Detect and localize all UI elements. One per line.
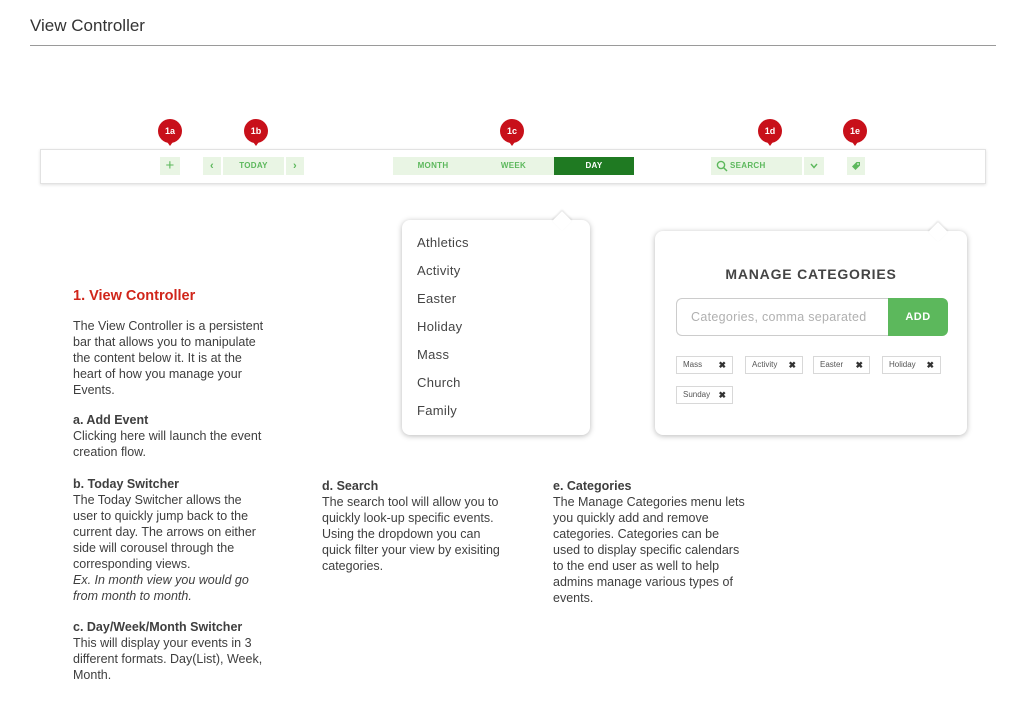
dropdown-item[interactable]: Family: [417, 403, 458, 418]
search-icon: [716, 160, 728, 172]
remove-tag-icon[interactable]: ✖: [788, 360, 796, 370]
today-switcher: [203, 157, 304, 175]
marker-1d: 1d: [758, 119, 782, 143]
categories-input[interactable]: [676, 298, 889, 336]
dropdown-item[interactable]: Easter: [417, 291, 457, 306]
page-title: View Controller: [30, 16, 145, 35]
view-controller-bar: [40, 149, 986, 184]
title-divider: [30, 45, 996, 46]
add-event-button[interactable]: +: [160, 157, 180, 175]
today-switcher-description: b. Today Switcher The Today Switcher allows the user to quickly jump back to the current day. The arrows on either side will corousel through the corresponding views. Ex. In month view you would go from month to month.: [73, 477, 256, 603]
tab-month[interactable]: MONTH: [393, 157, 473, 175]
tag-label: Mass: [683, 360, 703, 369]
categories-button[interactable]: [847, 157, 865, 175]
section-heading: 1. View Controller: [73, 288, 196, 304]
remove-tag-icon[interactable]: ✖: [718, 390, 726, 400]
chevron-down-icon: [810, 163, 818, 169]
tag-label: Activity: [752, 360, 778, 369]
category-filter-dropdown: [402, 220, 590, 435]
view-switcher-description: c. Day/Week/Month Switcher This will display your events in 3 different formats. Day(List), Week, Month.: [73, 620, 263, 682]
manage-categories-title: MANAGE CATEGORIES: [725, 266, 897, 282]
tag-label: Holiday: [889, 360, 916, 369]
panel-caret: [928, 222, 948, 242]
search-control: [711, 157, 824, 175]
marker-1a: 1a: [158, 119, 182, 143]
marker-1b: 1b: [244, 119, 268, 143]
view-switcher: [393, 157, 634, 175]
dropdown-caret: [552, 211, 572, 231]
category-tag: [676, 356, 733, 374]
dropdown-item[interactable]: Activity: [417, 263, 461, 278]
intro-text: The View Controller is a persistent bar that allows you to manipulate the content below it. It is at the heart of how you manage your Events.: [73, 319, 264, 397]
category-tag: [676, 386, 733, 404]
tab-week[interactable]: WEEK: [473, 157, 554, 175]
next-arrow-button[interactable]: ›: [286, 157, 304, 175]
prev-arrow-button[interactable]: ‹: [203, 157, 221, 175]
category-tag: [813, 356, 870, 374]
remove-tag-icon[interactable]: ✖: [926, 360, 934, 370]
tag-icon: [851, 161, 861, 171]
add-category-button[interactable]: ADD: [888, 298, 948, 336]
marker-1c: 1c: [500, 119, 524, 143]
search-description: d. Search The search tool will allow you to quickly look-up specific events. Using the dropdown you can quick filter your view by exisiting categories.: [322, 479, 500, 573]
tab-day[interactable]: DAY: [554, 157, 634, 175]
today-button[interactable]: TODAY: [223, 157, 284, 175]
category-tag: [745, 356, 803, 374]
dropdown-item[interactable]: Holiday: [417, 319, 463, 334]
dropdown-item[interactable]: Mass: [417, 347, 450, 362]
marker-1e: 1e: [843, 119, 867, 143]
dropdown-item[interactable]: Church: [417, 375, 461, 390]
search-filter-dropdown[interactable]: [804, 157, 824, 175]
remove-tag-icon[interactable]: ✖: [718, 360, 726, 370]
search-button[interactable]: [711, 157, 802, 175]
remove-tag-icon[interactable]: ✖: [855, 360, 863, 370]
tag-label: Easter: [820, 360, 844, 369]
dropdown-item[interactable]: Athletics: [417, 235, 469, 250]
manage-categories-panel: [655, 231, 967, 435]
tag-label: Sunday: [683, 390, 711, 399]
categories-description: e. Categories The Manage Categories menu lets you quickly add and remove categories. Categories can be used to display specific calendars to the end user as well to help admins manage various types of events.: [553, 479, 745, 605]
search-label: SEARCH: [730, 161, 766, 170]
category-tag: [882, 356, 941, 374]
add-event-description: a. Add Event Clicking here will launch the event creation flow.: [73, 413, 262, 459]
